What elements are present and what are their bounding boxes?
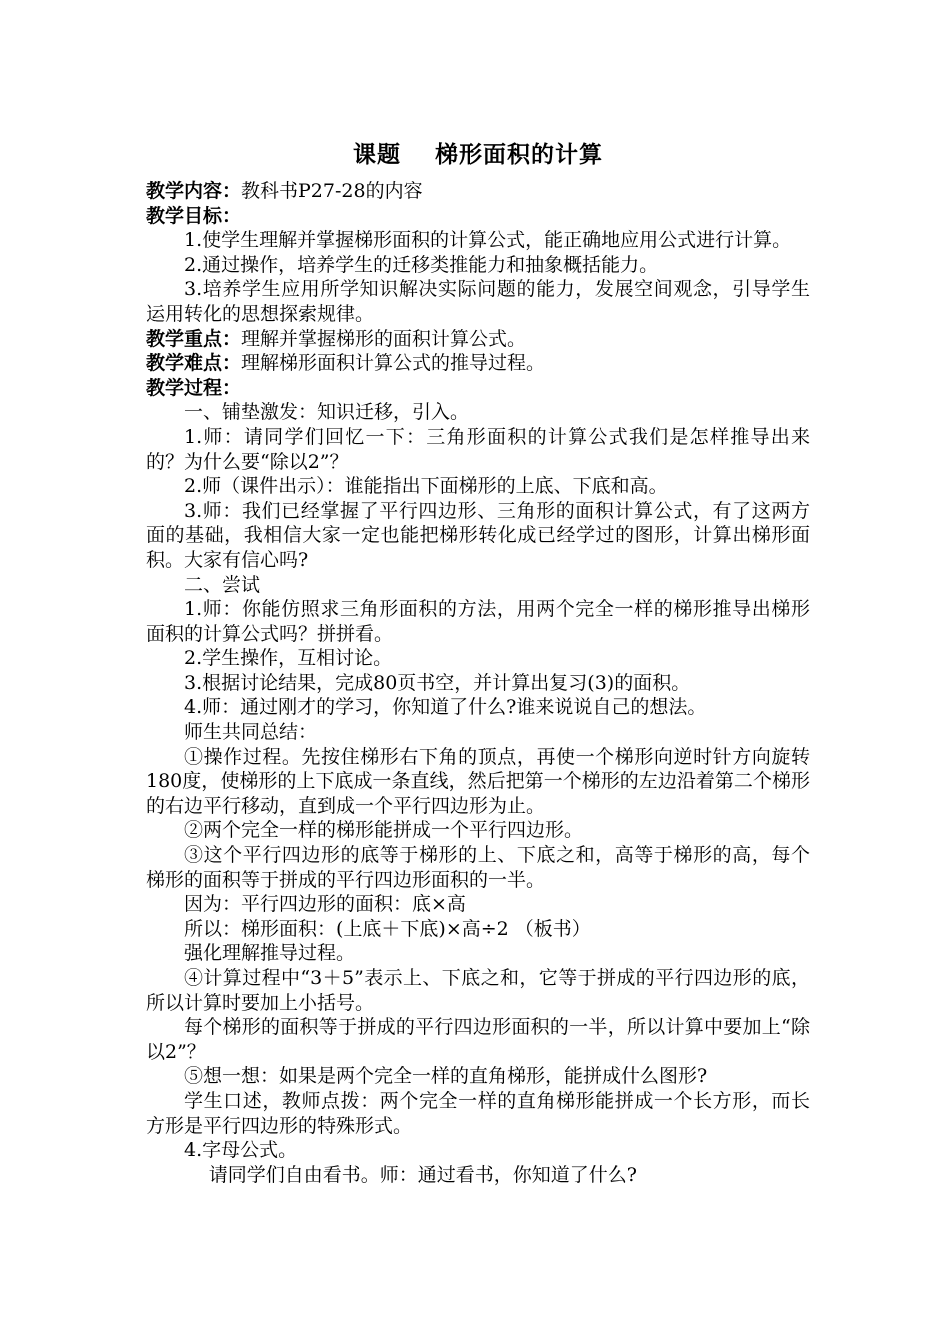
key-value: 理解并掌握梯形的面积计算公式。: [241, 327, 527, 350]
process-line: 师生共同总结：: [184, 721, 318, 744]
difficulty-label: 教学难点：: [146, 352, 242, 375]
difficulty-value: 理解梯形面积计算公式的推导过程。: [241, 352, 546, 375]
process-line: 因为：平行四边形的面积：底×高: [184, 893, 466, 916]
process-line: ④计算过程中“3＋5”表示上、下底之和，它等于拼成的平行四边形的底，所以计算时要加上小括号。: [146, 967, 810, 1014]
process-line: 1.师：你能仿照求三角形面积的方法，用两个完全一样的梯形推导出梯形面积的计算公式吗？拼拼看。: [146, 598, 810, 645]
goal-item: 3.培养学生应用所学知识解决实际问题的能力，发展空间观念，引导学生运用转化的思想探索规律。: [146, 278, 810, 325]
process-heading: 教学过程：: [146, 376, 242, 399]
teaching-key-point: [146, 327, 810, 352]
goals-heading: 教学目标：: [146, 204, 242, 227]
process-line: 一、铺垫激发：知识迁移，引入。: [184, 401, 470, 424]
goal-item: 1.使学生理解并掌握梯形面积的计算公式，能正确地应用公式进行计算。: [184, 229, 792, 252]
title-main: 梯形面积的计算: [435, 142, 603, 168]
process-line: ②两个完全一样的梯形能拼成一个平行四边形。: [184, 819, 584, 842]
process-line: 3.师：我们已经掌握了平行四边形、三角形的面积计算公式，有了这两方面的基础，我相信大家一定也能把梯形转化成已经学过的图形，计算出梯形面积。大家有信心吗?: [146, 499, 810, 571]
process-line: 所以：梯形面积：(上底＋下底)×高÷2 （板书）: [184, 917, 591, 940]
document-page: [146, 136, 810, 1187]
process-line: 学生口述，教师点拨：两个完全一样的直角梯形能拼成一个长方形，而长方形是平行四边形的特殊形式。: [146, 1089, 810, 1137]
process-line: 2.师（课件出示）：谁能指出下面梯形的上底、下底和高。: [184, 475, 668, 498]
process-line: 二、尝试: [184, 573, 261, 596]
title-prefix: 课题: [353, 142, 401, 168]
page-title: [146, 136, 810, 169]
process-line: ①操作过程。先按住梯形右下角的顶点，再使一个梯形向逆时针方向旋转180度，使梯形的上下底成一条直线，然后把第一个梯形的左边沿着第二个梯形的右边平行移动，直到成一个平行四边形为止。: [146, 745, 810, 817]
process-line: ⑤想一想：如果是两个完全一样的直角梯形，能拼成什么图形?: [184, 1065, 708, 1088]
content-value: 教科书P27-28的内容: [241, 180, 423, 202]
process-line: 1.师：请同学们回忆一下：三角形面积的计算公式我们是怎样推导出来的？为什么要“除以2”？: [146, 425, 810, 473]
content-label: 教学内容：: [146, 180, 242, 202]
process-line: 4.师：通过刚才的学习，你知道了什么?谁来说说自己的想法。: [184, 696, 707, 719]
process-line: 每个梯形的面积等于拼成的平行四边形面积的一半，所以计算中要加上“除以2”？: [146, 1016, 810, 1063]
key-label: 教学重点：: [146, 327, 242, 350]
process-line: 2.学生操作，互相讨论。: [184, 647, 393, 670]
process-line: 4.字母公式。: [184, 1139, 298, 1162]
teaching-difficulty: [146, 351, 810, 376]
goal-item: 2.通过操作，培养学生的迁移类推能力和抽象概括能力。: [184, 253, 659, 276]
process-line: 请同学们自由看书。师：通过看书，你知道了什么?: [208, 1163, 637, 1186]
teaching-content: [146, 179, 810, 204]
process-line: 3.根据讨论结果，完成80页书空，并计算出复习(3)的面积。: [184, 671, 691, 694]
process-line: ③这个平行四边形的底等于梯形的上、下底之和，高等于梯形的高，每个梯形的面积等于拼成的平行四边形面积的一半。: [146, 844, 810, 891]
process-line: 强化理解推导过程。: [184, 942, 356, 965]
